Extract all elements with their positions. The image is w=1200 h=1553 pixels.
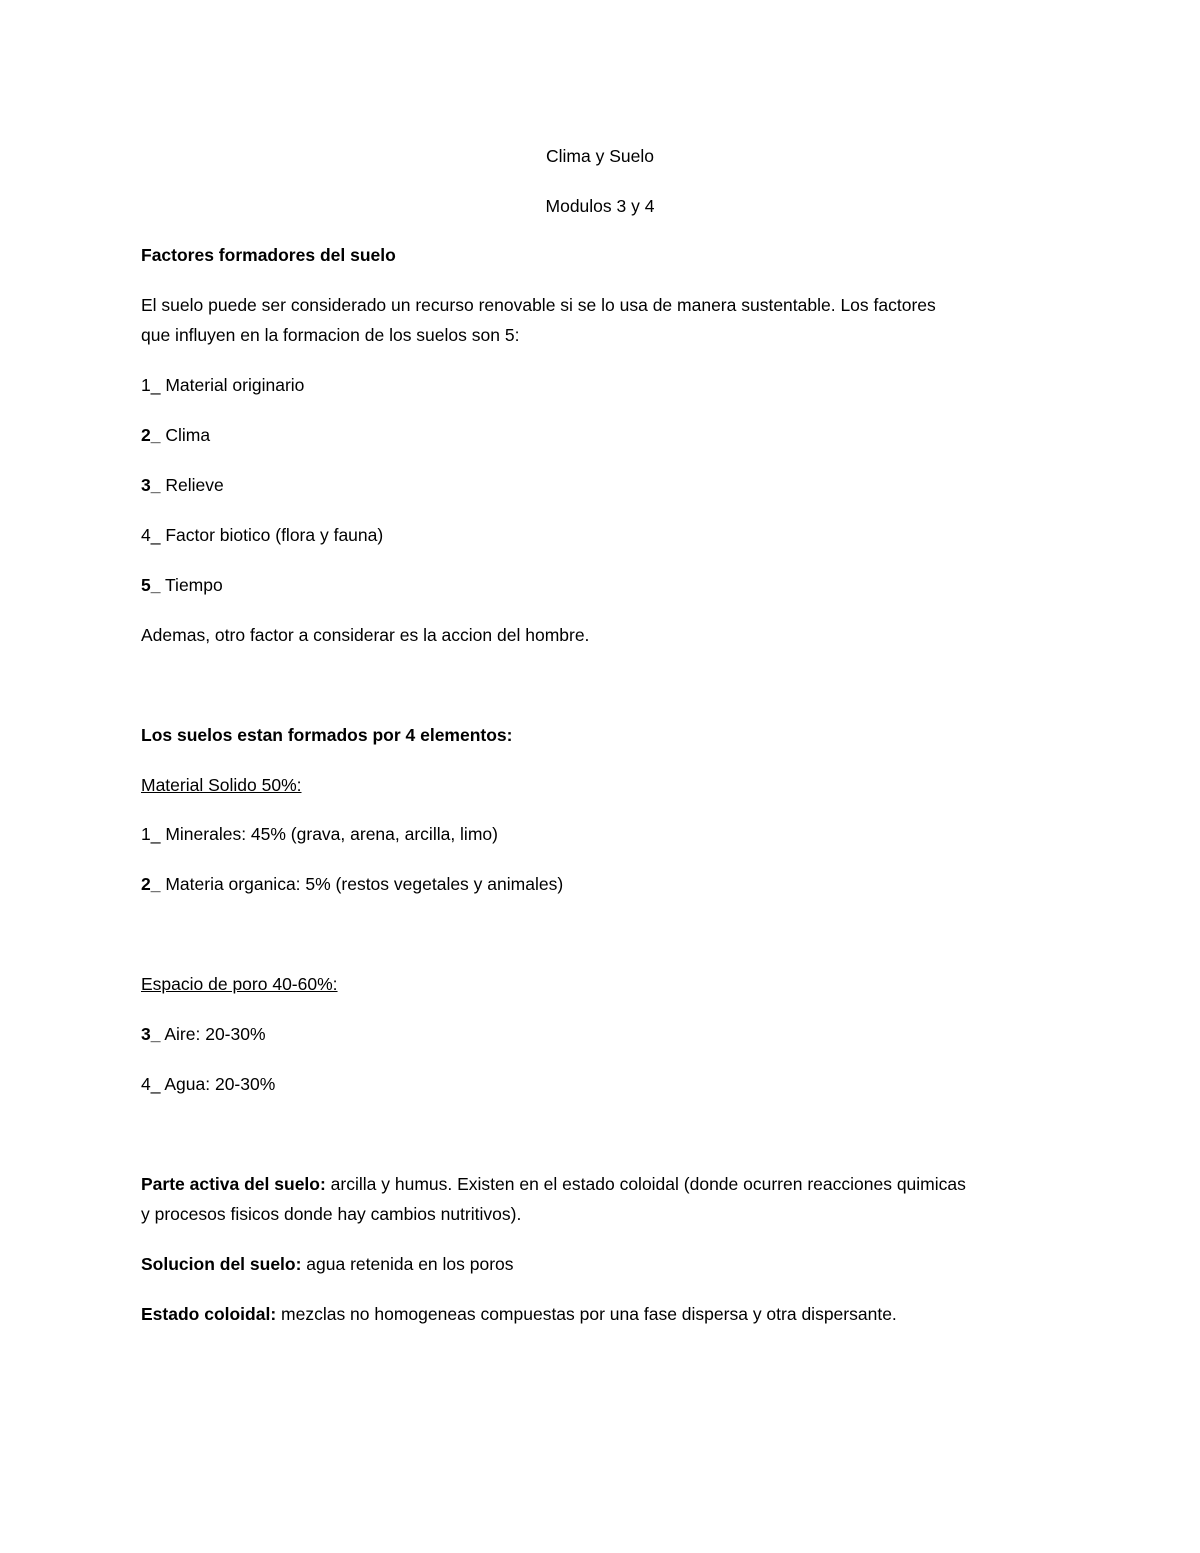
definition-text: agua retenida en los poros (301, 1254, 514, 1274)
definition-parte-activa (141, 1173, 966, 1195)
intro-paragraph-line-2: que influyen en la formacion de los suelos son 5: (141, 325, 520, 345)
element-item (141, 1023, 266, 1045)
definition-estado-coloidal (141, 1303, 897, 1325)
factor-number: 1_ (141, 375, 161, 395)
subheading-material-solido: Material Solido 50%: (141, 775, 302, 795)
definition-term: Parte activa del suelo: (141, 1174, 326, 1194)
factor-text: Material originario (160, 375, 305, 395)
definition-text: arcilla y humus. Existen en el estado coloidal (donde ocurren reacciones quimicas (325, 1174, 966, 1194)
definition-solucion-suelo (141, 1253, 514, 1275)
factor-number: 2_ (141, 425, 161, 445)
document-title: Clima y Suelo (546, 146, 654, 166)
factor-item (141, 574, 223, 596)
subheading-espacio-poro: Espacio de poro 40-60%: (141, 974, 338, 994)
factor-item (141, 524, 383, 546)
factor-number: 4_ (141, 525, 161, 545)
definition-term: Estado coloidal: (141, 1304, 277, 1324)
definition-parte-activa-line-2: y procesos fisicos donde hay cambios nutritivos). (141, 1204, 522, 1224)
element-number: 1_ (141, 824, 161, 844)
element-text: Materia organica: 5% (restos vegetales y animales) (160, 874, 564, 894)
definition-term: Solucion del suelo: (141, 1254, 302, 1274)
definition-text: mezclas no homogeneas compuestas por una fase dispersa y otra dispersante. (276, 1304, 897, 1324)
factor-item (141, 374, 304, 396)
element-text: Agua: 20-30% (160, 1074, 276, 1094)
element-item (141, 873, 563, 895)
element-number: 3_ (141, 1024, 161, 1044)
factor-text: Factor biotico (flora y fauna) (160, 525, 384, 545)
element-text: Minerales: 45% (grava, arena, arcilla, limo) (160, 824, 498, 844)
factor-text: Tiempo (160, 575, 223, 595)
element-number: 4_ (141, 1074, 161, 1094)
factor-number: 5_ (141, 575, 161, 595)
element-number: 2_ (141, 874, 161, 894)
section-heading-factores: Factores formadores del suelo (141, 245, 396, 265)
factor-number: 3_ (141, 475, 161, 495)
intro-paragraph-line-1: El suelo puede ser considerado un recurso renovable si se lo usa de manera sustentable. Los factores (141, 295, 936, 315)
section-heading-elementos: Los suelos estan formados por 4 elementos: (141, 725, 513, 745)
factor-item (141, 424, 210, 446)
factor-text: Relieve (160, 475, 224, 495)
element-item (141, 1073, 275, 1095)
element-text: Aire: 20-30% (160, 1024, 266, 1044)
element-item (141, 823, 498, 845)
document-subtitle: Modulos 3 y 4 (545, 196, 655, 216)
factor-item (141, 474, 224, 496)
closing-sentence: Ademas, otro factor a considerar es la accion del hombre. (141, 625, 590, 645)
factor-text: Clima (160, 425, 211, 445)
